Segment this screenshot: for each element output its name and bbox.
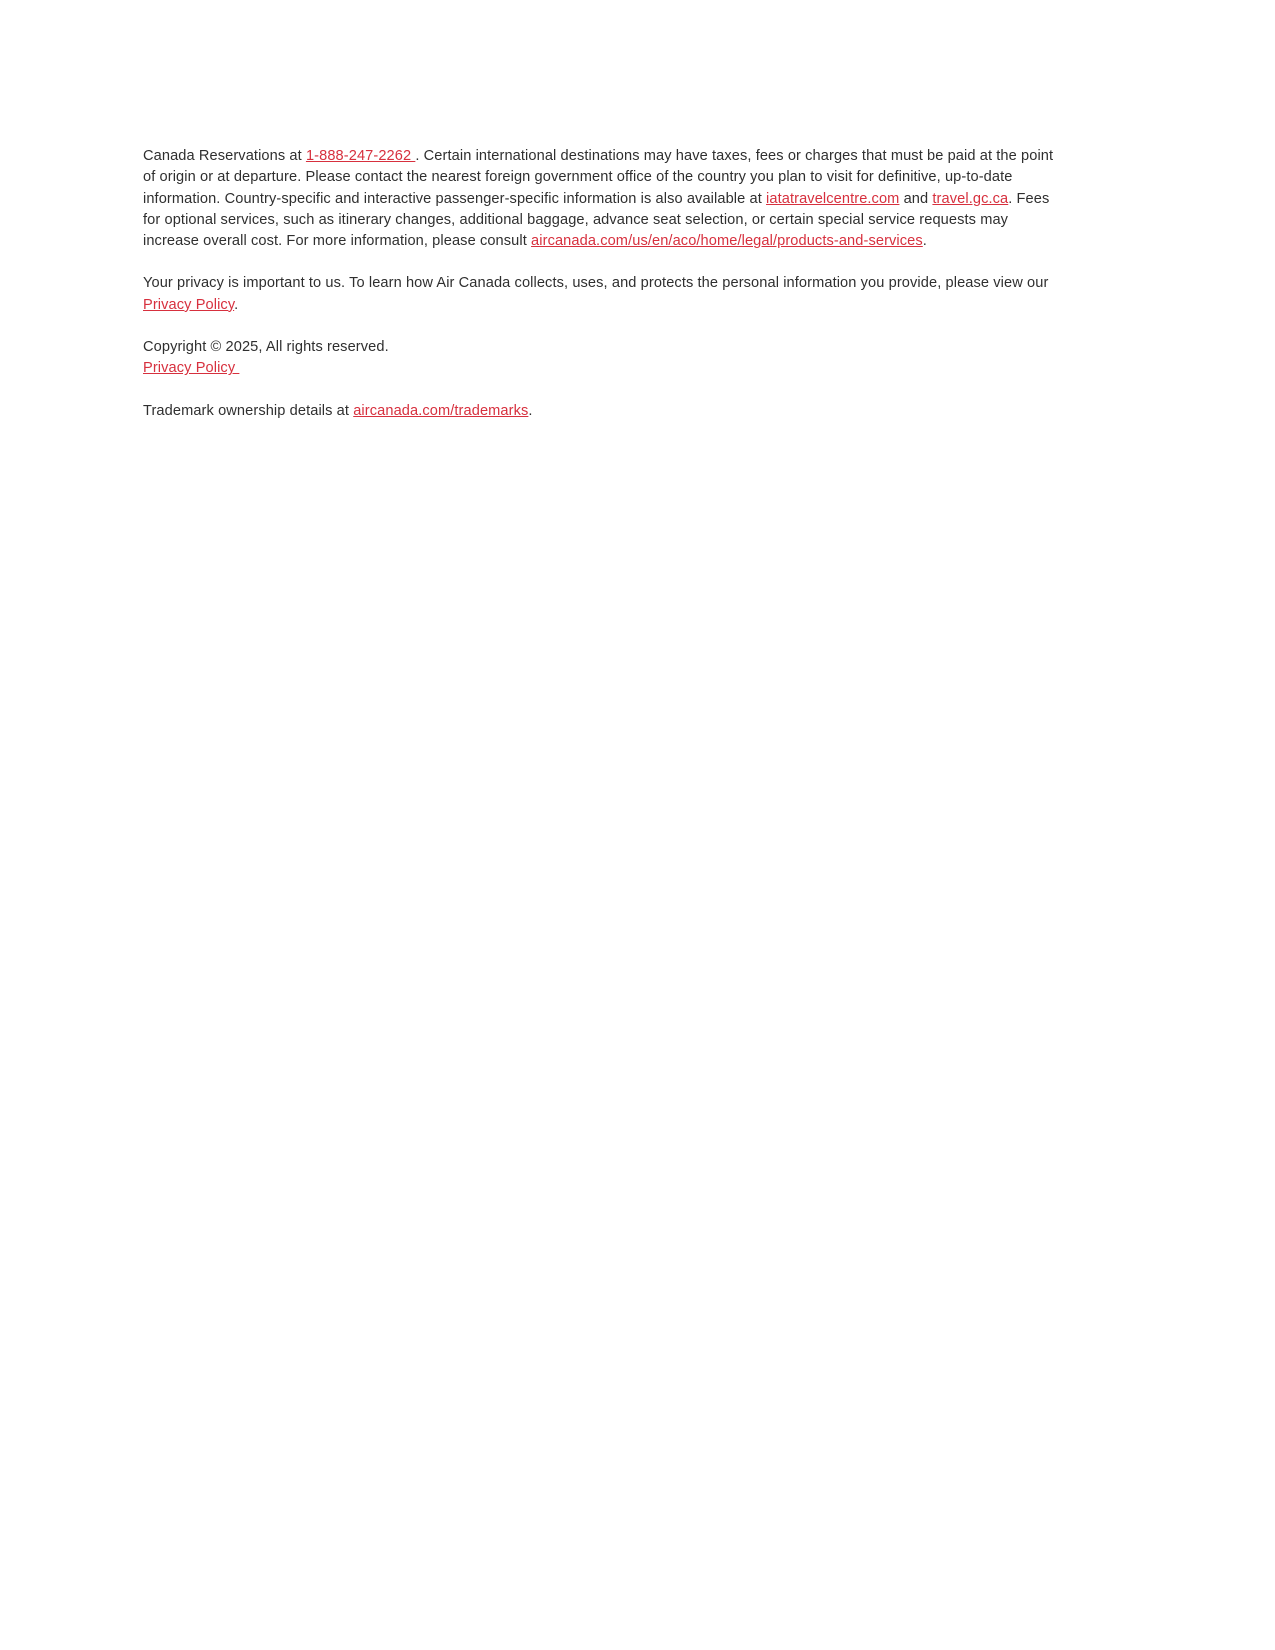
trademarks-link[interactable]: aircanada.com/trademarks (353, 402, 529, 419)
products-and-services-link[interactable]: aircanada.com/us/en/aco/home/legal/products-and-services (531, 233, 923, 250)
privacy-text-1: Your privacy is important to us. To learn how Air Canada collects, uses, and protects the personal information you provide, please view our (143, 275, 1049, 292)
trademark-paragraph (143, 401, 1067, 422)
footer-content (143, 146, 1067, 443)
reservations-phone-link[interactable]: 1-888-247-2262 (305, 148, 416, 164)
reservations-text-5: . (922, 233, 927, 250)
copyright-privacy-policy-link[interactable]: Privacy Policy (143, 360, 240, 377)
reservations-text-3: and (899, 190, 933, 207)
trademark-text-1: Trademark ownership details at (143, 402, 354, 419)
reservations-text-1: Canada Reservations at (143, 148, 306, 164)
copyright-paragraph (143, 337, 1067, 380)
copyright-text: Copyright © 2025, All rights reserved. (143, 339, 389, 356)
privacy-paragraph (143, 273, 1067, 316)
trademark-text-2: . (528, 402, 533, 419)
privacy-text-2: . (234, 296, 239, 313)
travel-gc-ca-link[interactable]: travel.gc.ca (932, 190, 1009, 207)
reservations-text-4: . Fees for optional services, such as itinerary changes, additional baggage, advance seat selection, or certain special service requests may increase overall cost. For more information, please consult (143, 190, 1050, 250)
iatatravelcentre-link[interactable]: iatatravelcentre.com (766, 190, 900, 207)
reservations-text-2: . Certain international destinations may have taxes, fees or charges that must be paid at the point of origin or at departure. Please contact the nearest foreign government office of the country you plan to visit for definitive, up-to-date information. Country-specific and interactive passenger-specific information is also available at (143, 148, 1054, 207)
privacy-policy-link[interactable]: Privacy Policy (143, 296, 235, 313)
reservations-paragraph (143, 146, 1067, 252)
